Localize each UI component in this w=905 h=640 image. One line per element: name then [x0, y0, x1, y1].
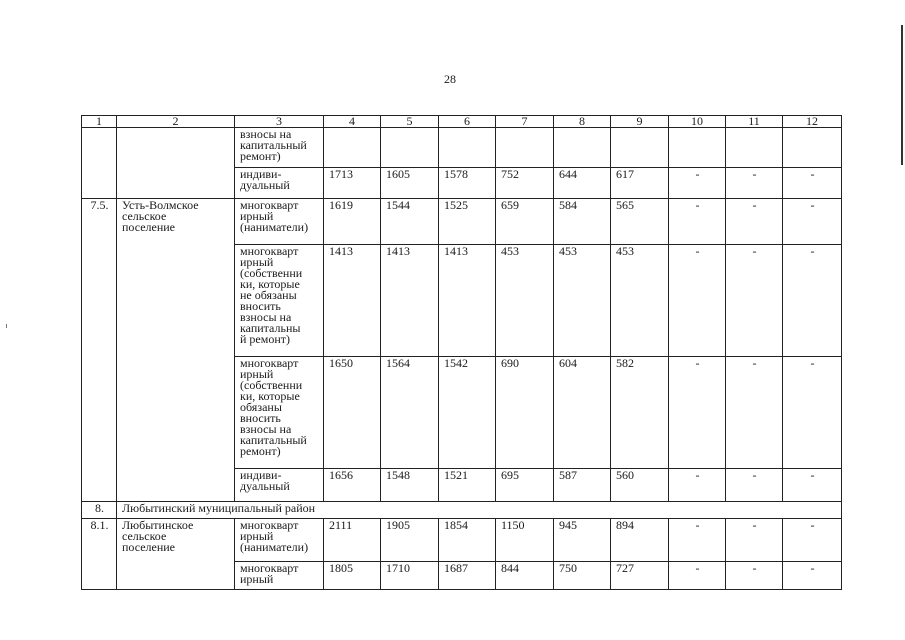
value-cell	[324, 168, 381, 199]
value-cell	[611, 199, 669, 245]
empty-value-cell	[726, 519, 783, 562]
housing-type	[235, 519, 324, 562]
dash-value: -	[752, 356, 757, 370]
empty-value-cell	[726, 128, 783, 168]
scan-mark	[6, 324, 7, 328]
numeric-value: 750	[559, 561, 577, 575]
dash-value: -	[810, 468, 815, 482]
value-cell	[439, 199, 496, 245]
dash-value: -	[752, 561, 757, 575]
dash-value: -	[752, 518, 757, 532]
value-cell	[439, 168, 496, 199]
empty-value-cell	[669, 199, 726, 245]
dash-value: -	[810, 244, 815, 258]
column-header: 3	[235, 116, 324, 128]
numeric-value: 1542	[444, 356, 468, 370]
value-cell	[554, 562, 611, 590]
column-header: 12	[783, 116, 842, 128]
tariff-table	[81, 115, 842, 590]
numeric-value: 560	[616, 468, 634, 482]
value-cell	[611, 168, 669, 199]
value-cell	[611, 357, 669, 469]
empty-value-cell	[783, 469, 842, 502]
numeric-value: 1710	[386, 561, 410, 575]
empty-value-cell	[669, 562, 726, 590]
value-cell	[381, 245, 439, 357]
numeric-value: 587	[559, 468, 577, 482]
value-cell	[611, 128, 669, 168]
housing-type-text: индиви- дуальный	[240, 167, 290, 192]
empty-value-cell	[726, 199, 783, 245]
table-row	[82, 199, 842, 245]
value-cell	[439, 469, 496, 502]
numeric-value: 727	[616, 561, 634, 575]
value-cell	[439, 562, 496, 590]
column-header: 9	[611, 116, 669, 128]
numeric-value: 1525	[444, 198, 468, 212]
value-cell	[496, 519, 554, 562]
dash-value: -	[810, 356, 815, 370]
numeric-value: 1413	[329, 244, 353, 258]
value-cell	[554, 245, 611, 357]
column-header: 7	[496, 116, 554, 128]
value-cell	[439, 357, 496, 469]
empty-value-cell	[783, 245, 842, 357]
value-cell	[496, 128, 554, 168]
housing-type	[235, 168, 324, 199]
numeric-value: 1805	[329, 561, 353, 575]
numeric-value: 1413	[386, 244, 410, 258]
numeric-value: 1544	[386, 198, 410, 212]
value-cell	[496, 562, 554, 590]
housing-type	[235, 199, 324, 245]
table-row	[82, 128, 842, 168]
row-number: 8.1.	[82, 519, 117, 590]
value-cell	[611, 562, 669, 590]
empty-value-cell	[783, 128, 842, 168]
table-row	[82, 519, 842, 562]
value-cell	[554, 357, 611, 469]
empty-value-cell	[669, 469, 726, 502]
empty-value-cell	[669, 128, 726, 168]
value-cell	[324, 245, 381, 357]
numeric-value: 945	[559, 518, 577, 532]
numeric-value: 1713	[329, 167, 353, 181]
housing-type-text: индиви- дуальный	[240, 468, 290, 493]
dash-value: -	[810, 167, 815, 181]
value-cell	[324, 519, 381, 562]
empty-value-cell	[669, 245, 726, 357]
dash-value: -	[752, 198, 757, 212]
value-cell	[324, 128, 381, 168]
numeric-value: 617	[616, 167, 634, 181]
empty-value-cell	[783, 168, 842, 199]
housing-type	[235, 245, 324, 357]
empty-value-cell	[726, 357, 783, 469]
dash-value: -	[695, 356, 700, 370]
numeric-value: 584	[559, 198, 577, 212]
row-number: 7.5.	[82, 199, 117, 502]
value-cell	[496, 168, 554, 199]
dash-value: -	[752, 468, 757, 482]
dash-value: -	[752, 167, 757, 181]
dash-value: -	[695, 198, 700, 212]
numeric-value: 1521	[444, 468, 468, 482]
housing-type	[235, 128, 324, 168]
empty-value-cell	[783, 357, 842, 469]
value-cell	[381, 168, 439, 199]
housing-type-text: многокварт ирный (наниматели)	[240, 518, 309, 554]
value-cell	[324, 469, 381, 502]
dash-value: -	[810, 198, 815, 212]
page-number: 28	[444, 72, 456, 86]
value-cell	[554, 128, 611, 168]
value-cell	[439, 519, 496, 562]
value-cell	[554, 168, 611, 199]
dash-value: -	[695, 561, 700, 575]
housing-type-text: многокварт ирный	[240, 561, 299, 586]
numeric-value: 1605	[386, 167, 410, 181]
numeric-value: 1150	[501, 518, 525, 532]
numeric-value: 690	[501, 356, 519, 370]
empty-value-cell	[726, 562, 783, 590]
value-cell	[381, 562, 439, 590]
numeric-value: 1687	[444, 561, 468, 575]
housing-type-text: взносы на капитальный ремонт)	[240, 127, 307, 163]
housing-type	[235, 469, 324, 502]
settlement-name-text: Усть-Волмское сельское поселение	[122, 198, 199, 234]
settlement-name	[117, 199, 235, 502]
table-body	[82, 116, 842, 590]
numeric-value: 565	[616, 198, 634, 212]
empty-value-cell	[726, 245, 783, 357]
housing-type-text: многокварт ирный (собственни ки, которые не обязаны вносить взносы на капитальны й ремонт)	[240, 244, 303, 346]
value-cell	[611, 519, 669, 562]
empty-value-cell	[726, 469, 783, 502]
column-header: 11	[726, 116, 783, 128]
empty-value-cell	[783, 562, 842, 590]
column-header: 5	[381, 116, 439, 128]
housing-type-text: многокварт ирный (наниматели)	[240, 198, 309, 234]
empty-value-cell	[669, 357, 726, 469]
value-cell	[381, 469, 439, 502]
numeric-value: 1619	[329, 198, 353, 212]
numeric-value: 1413	[444, 244, 468, 258]
column-number-row	[82, 116, 842, 128]
empty-value-cell	[669, 519, 726, 562]
value-cell	[554, 519, 611, 562]
empty-value-cell	[783, 519, 842, 562]
value-cell	[381, 199, 439, 245]
numeric-value: 644	[559, 167, 577, 181]
dash-value: -	[695, 167, 700, 181]
settlement-name-text: Любытинское сельское поселение	[122, 518, 194, 554]
value-cell	[611, 469, 669, 502]
section-title: Любытинский муниципальный район	[117, 502, 842, 519]
column-header: 1	[82, 116, 117, 128]
value-cell	[381, 128, 439, 168]
numeric-value: 1854	[444, 518, 468, 532]
value-cell	[439, 245, 496, 357]
settlement-name	[117, 519, 235, 590]
column-header: 6	[439, 116, 496, 128]
column-header: 8	[554, 116, 611, 128]
numeric-value: 894	[616, 518, 634, 532]
numeric-value: 844	[501, 561, 519, 575]
value-cell	[496, 199, 554, 245]
numeric-value: 453	[616, 244, 634, 258]
numeric-value: 659	[501, 198, 519, 212]
value-cell	[496, 245, 554, 357]
numeric-value: 695	[501, 468, 519, 482]
housing-type	[235, 562, 324, 590]
dash-value: -	[695, 244, 700, 258]
numeric-value: 582	[616, 356, 634, 370]
row-number	[82, 128, 117, 199]
dash-value: -	[810, 518, 815, 532]
value-cell	[496, 357, 554, 469]
value-cell	[496, 469, 554, 502]
value-cell	[554, 199, 611, 245]
numeric-value: 453	[559, 244, 577, 258]
section-row	[82, 502, 842, 519]
numeric-value: 1564	[386, 356, 410, 370]
numeric-value: 2111	[329, 518, 353, 532]
value-cell	[324, 562, 381, 590]
row-number: 8.	[82, 502, 117, 519]
settlement-name	[117, 128, 235, 199]
empty-value-cell	[726, 168, 783, 199]
dash-value: -	[695, 518, 700, 532]
value-cell	[439, 128, 496, 168]
numeric-value: 604	[559, 356, 577, 370]
value-cell	[611, 245, 669, 357]
numeric-value: 1905	[386, 518, 410, 532]
dash-value: -	[752, 244, 757, 258]
column-header: 2	[117, 116, 235, 128]
dash-value: -	[810, 561, 815, 575]
numeric-value: 752	[501, 167, 519, 181]
numeric-value: 1548	[386, 468, 410, 482]
value-cell	[381, 357, 439, 469]
value-cell	[554, 469, 611, 502]
dash-value: -	[695, 468, 700, 482]
value-cell	[324, 357, 381, 469]
housing-type-text: многокварт ирный (собственни ки, которые обязаны вносить взносы на капитальный ремонт)	[240, 356, 307, 458]
column-header: 10	[669, 116, 726, 128]
value-cell	[324, 199, 381, 245]
numeric-value: 1578	[444, 167, 468, 181]
numeric-value: 453	[501, 244, 519, 258]
empty-value-cell	[669, 168, 726, 199]
binding-edge-line	[901, 25, 903, 165]
value-cell	[381, 519, 439, 562]
column-header: 4	[324, 116, 381, 128]
housing-type	[235, 357, 324, 469]
empty-value-cell	[783, 199, 842, 245]
numeric-value: 1656	[329, 468, 353, 482]
numeric-value: 1650	[329, 356, 353, 370]
